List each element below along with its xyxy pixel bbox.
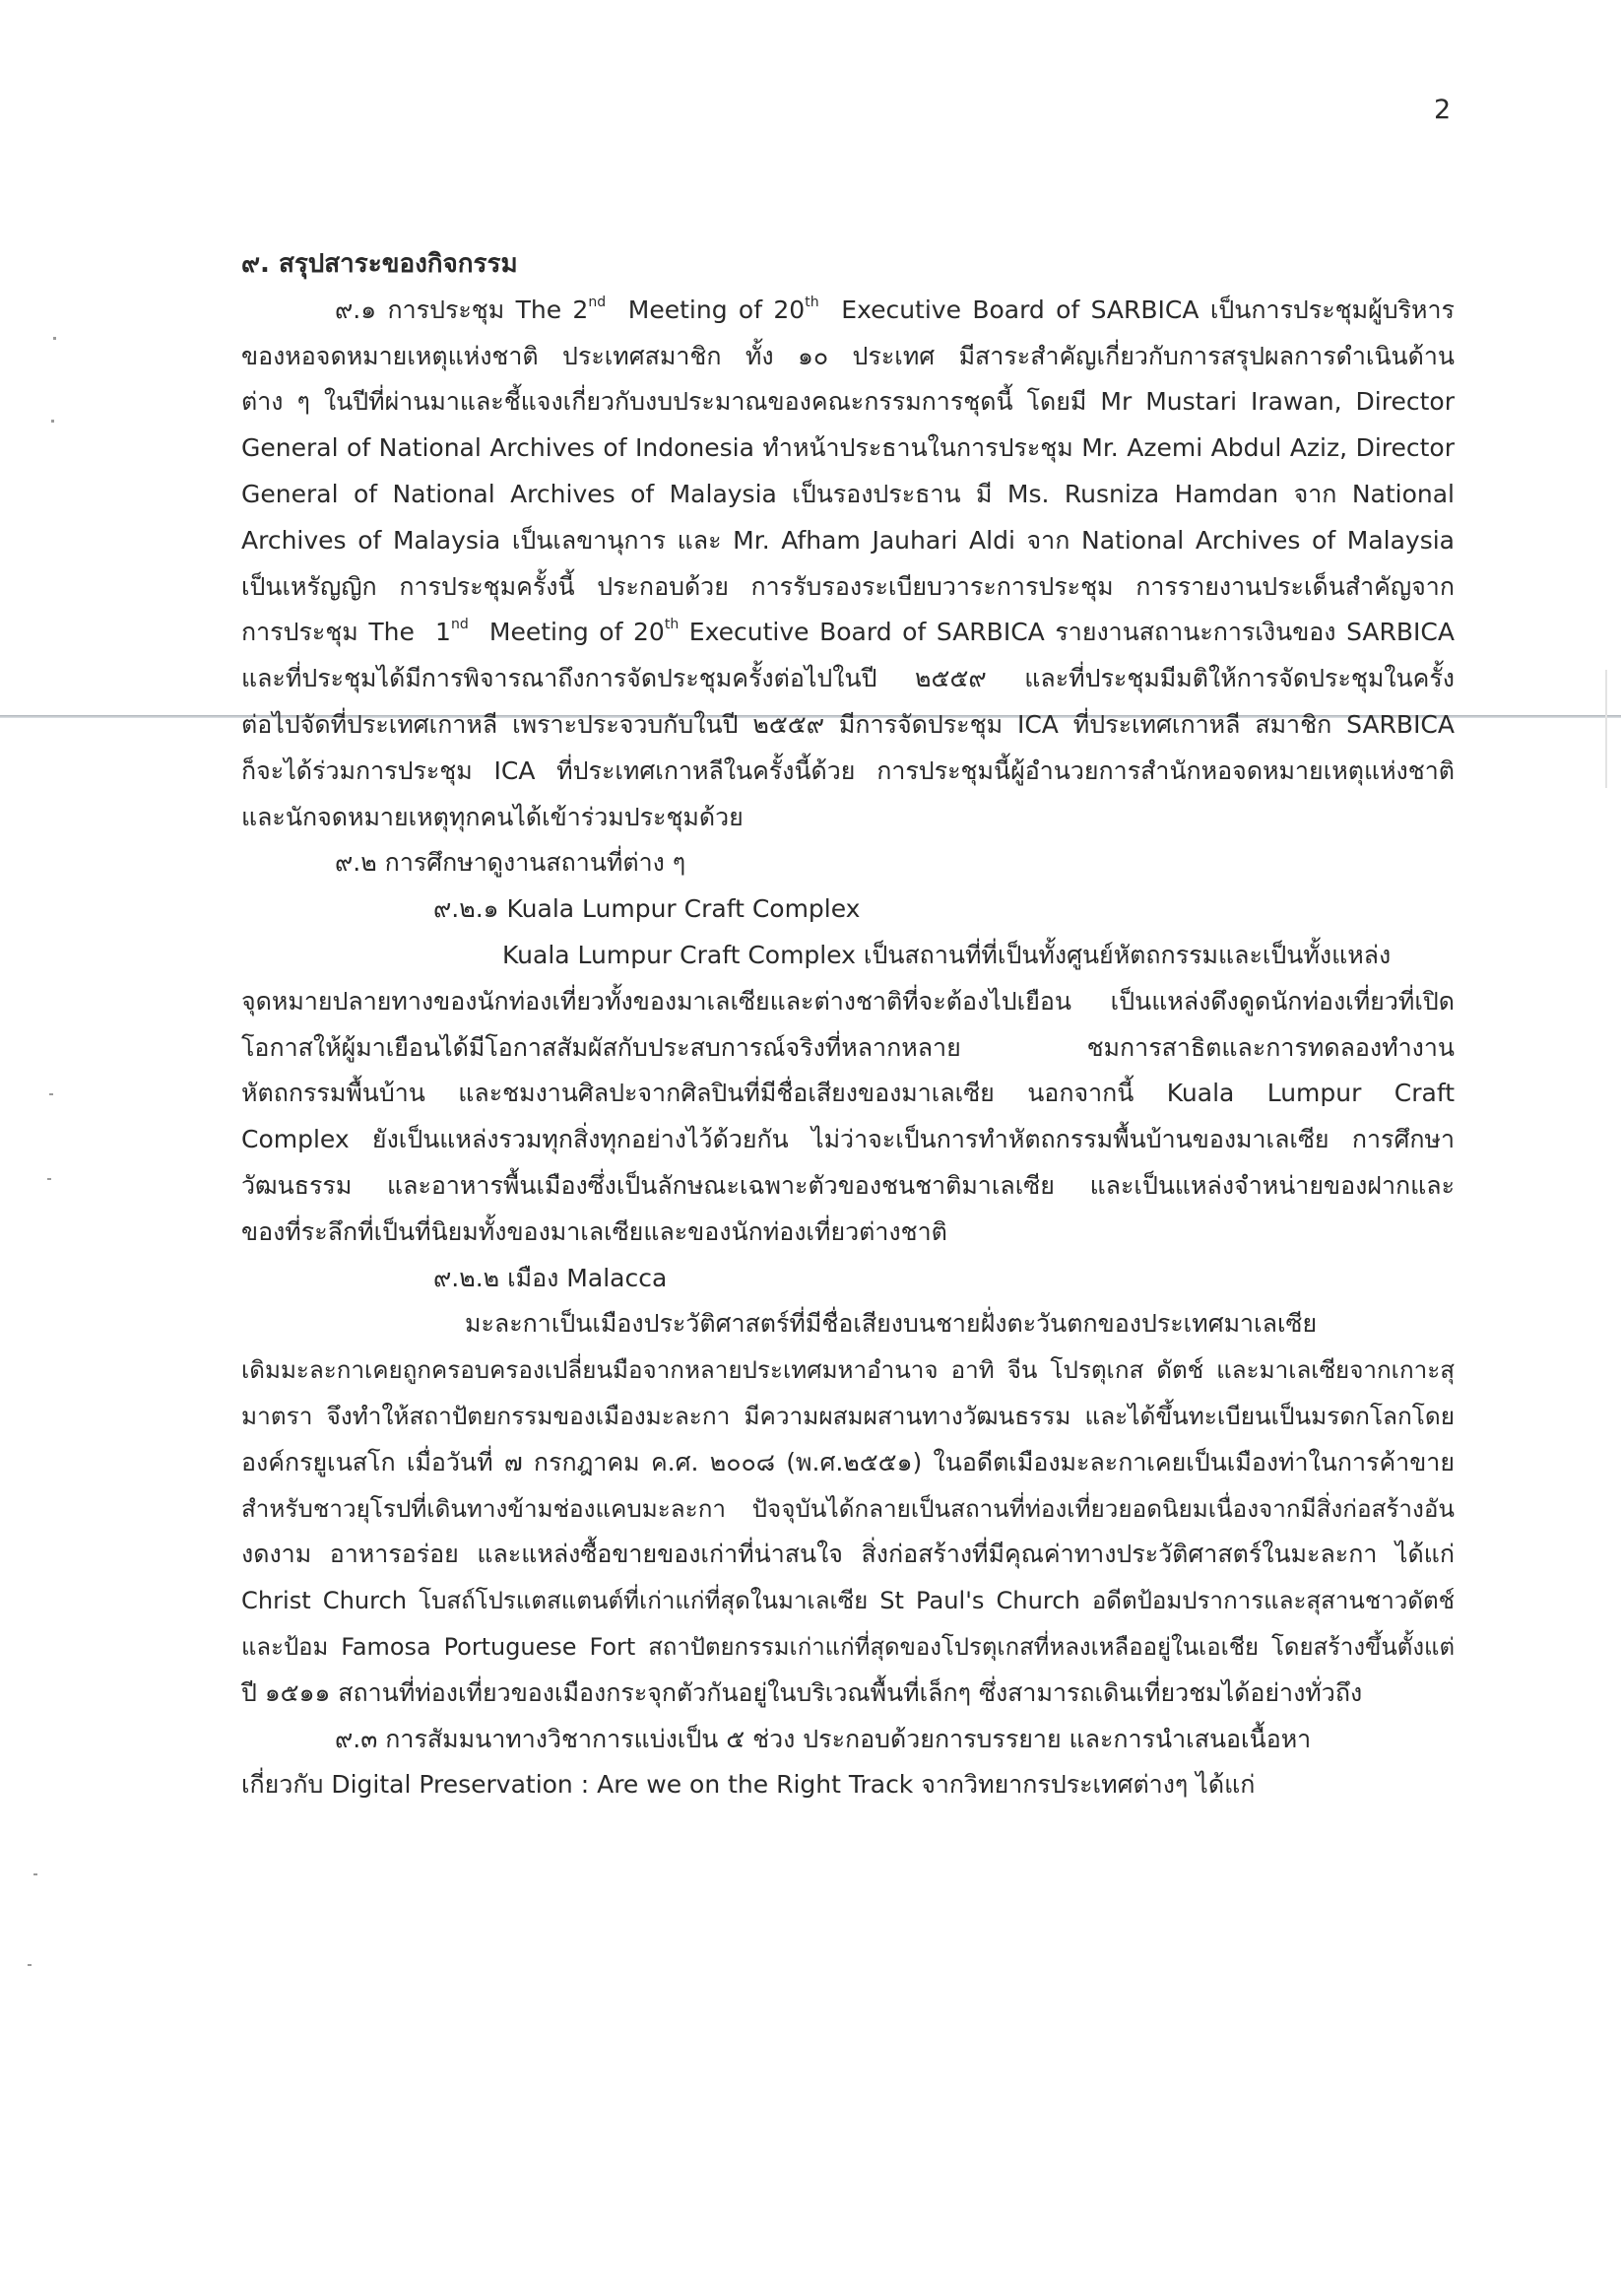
- paragraph-line: Complex ยังเป็นแหล่งรวมทุกสิ่งทุกอย่างไว้ด้วยกัน ไม่ว่าจะเป็นการทำหัตถกรรมพื้นบ้านของมาเลเซีย การศึกษา: [241, 1125, 1455, 1154]
- paragraph-line: และนักจดหมายเหตุทุกคนได้เข้าร่วมประชุมด้วย: [241, 802, 744, 831]
- paragraph-line: มาตรา จึงทำให้สถาปัตยกรรมของเมืองมะละกา มีความผสมผสานทางวัฒนธรรม และได้ขึ้นทะเบียนเป็นมรดกโลกโดย: [241, 1401, 1455, 1430]
- superscript: nd: [588, 294, 607, 310]
- section-9-2-1: [241, 886, 1455, 1255]
- paragraph-line: ของที่ระลึกที่เป็นที่นิยมทั้งของมาเลเซียและของนักท่องเที่ยวต่างชาติ: [241, 1216, 947, 1246]
- scan-speck: [47, 1178, 51, 1180]
- paragraph-line: โอกาสให้ผู้มาเยือนได้มีโอกาสสัมผัสกับประสบการณ์จริงที่หลากหลาย ชมการสาธิตและการทดลองทำงาน: [241, 1032, 1455, 1062]
- subsection-title: ๙.๒ การศึกษาดูงานสถานที่ต่าง ๆ: [335, 848, 686, 878]
- text-run: การประชุม The 1: [241, 618, 451, 647]
- paragraph-line: และป้อม Famosa Portuguese Fort สถาปัตยกรรมเก่าแก่ที่สุดของโปรตุเกสที่หลงเหลืออยู่ในเอเชีย โดยสร้างขึ้นตั้งแต่: [241, 1632, 1455, 1661]
- subsection-title: ๙.๒.๑ Kuala Lumpur Craft Complex: [433, 894, 861, 924]
- paragraph-line: General of National Archives of Indonesia ทำหน้าประธานในการประชุม Mr. Azemi Abdul Aziz, Director: [241, 433, 1455, 463]
- section-9-2: [241, 840, 1455, 1716]
- paragraph-line: จุดหมายปลายทางของนักท่องเที่ยวทั้งของมาเลเซียและต่างชาติที่จะต้องไปเยือน เป็นแหล่งดึงดูดนักท่องเที่ยวที่เปิด: [241, 986, 1455, 1016]
- paragraph-line: งดงาม อาหารอร่อย และแหล่งซื้อขายของเก่าที่น่าสนใจ สิ่งก่อสร้างที่มีคุณค่าทางประวัติศาสตร์ในมะละกา ได้แก่: [241, 1540, 1455, 1569]
- paragraph-line: ต่าง ๆ ในปีที่ผ่านมาและชี้แจงเกี่ยวกับงบประมาณของคณะกรรมการชุดนี้ โดยมี Mr Mustari Irawan, Director: [241, 387, 1455, 417]
- paragraph-line: เป็นเหรัญญิก การประชุมครั้งนี้ ประกอบด้วย การรับรองระเบียบวาระการประชุม การรายงานประเด็นสำคัญจาก: [241, 571, 1455, 601]
- paragraph-line: ของหอจดหมายเหตุแห่งชาติ ประเทศสมาชิก ทั้ง ๑๐ ประเทศ มีสาระสำคัญเกี่ยวกับการสรุปผลการดำเนินด้าน: [241, 341, 1455, 370]
- paragraph-line: เกี่ยวกับ Digital Preservation : Are we on the Right Track จากวิทยากรประเทศต่างๆ ได้แก่: [241, 1770, 1256, 1800]
- scan-speck: [51, 420, 54, 423]
- document-body: [241, 241, 1455, 1808]
- page-number: 2: [1434, 95, 1452, 125]
- scan-speck: [49, 1093, 53, 1095]
- section-9-2-2: [241, 1256, 1455, 1717]
- scan-speck: [53, 337, 56, 340]
- paragraph-line: มะละกาเป็นเมืองประวัติศาสตร์ที่มีชื่อเสียงบนชายฝั่งตะวันตกของประเทศมาเลเซีย: [465, 1309, 1318, 1339]
- paragraph-line: องค์กรยูเนสโก เมื่อวันที่ ๗ กรกฎาคม ค.ศ. ๒๐๐๘ (พ.ศ.๒๕๕๑) ในอดีตเมืองมะละกาเคยเป็นเมืองท่าในการค้าขาย: [241, 1447, 1455, 1476]
- section-heading: ๙. สรุปสาระของกิจกรรม: [241, 249, 518, 279]
- text-run: ๙.๑ การประชุม The 2: [335, 295, 589, 324]
- paragraph-line: Kuala Lumpur Craft Complex เป็นสถานที่ที่เป็นทั้งศูนย์หัตถกรรมและเป็นทั้งแหล่ง: [502, 940, 1392, 969]
- paragraph-line: ต่อไปจัดที่ประเทศเกาหลี เพราะประจวบกับในปี ๒๕๕๙ มีการจัดประชุม ICA ที่ประเทศเกาหลี สมาชิก SARBICA: [241, 709, 1455, 739]
- scan-speck: [33, 1873, 37, 1875]
- paragraph-line: สำหรับชาวยุโรปที่เดินทางข้ามช่องแคบมะละกา ปัจจุบันได้กลายเป็นสถานที่ท่องเที่ยวยอดนิยมเนื่องจากมีสิ่งก่อสร้างอัน: [241, 1493, 1455, 1523]
- text-run: Executive Board of SARBICA รายงานสถานะการเงินของ SARBICA: [679, 618, 1455, 647]
- paragraph-line: และที่ประชุมได้มีการพิจารณาถึงการจัดประชุมครั้งต่อไปในปี ๒๕๕๙ และที่ประชุมมีมติให้การจัดประชุมในครั้ง: [241, 664, 1455, 693]
- section-9-3: [241, 1717, 1455, 1809]
- paragraph-line: Archives of Malaysia เป็นเลขานุการ และ Mr. Afham Jauhari Aldi จาก National Archives of Malaysia: [241, 525, 1455, 555]
- paragraph-line: ก็จะได้ร่วมการประชุม ICA ที่ประเทศเกาหลีในครั้งนี้ด้วย การประชุมนี้ผู้อำนวยการสำนักหอจดหมายเหตุแห่งชาติ: [241, 755, 1455, 785]
- superscript: nd: [450, 617, 469, 633]
- paragraph-line: Christ Church โบสถ์โปรแตสแตนต์ที่เก่าแก่ที่สุดในมาเลเซีย St Paul's Church อดีตป้อมปราการและสุสานชาวดัตช์: [241, 1587, 1455, 1615]
- paragraph-line: [241, 610, 1455, 656]
- paragraph-line: หัตถกรรมพื้นบ้าน และชมงานศิลปะจากศิลปินที่มีชื่อเสียงของมาเลเซีย นอกจากนี้ Kuala Lumpur Craft: [241, 1079, 1455, 1108]
- superscript: th: [664, 617, 680, 633]
- paragraph-line: วัฒนธรรม และอาหารพื้นเมืองซึ่งเป็นลักษณะเฉพาะตัวของชนชาติมาเลเซีย และเป็นแหล่งจำหน่ายของฝากและ: [241, 1170, 1455, 1200]
- superscript: th: [805, 294, 819, 310]
- paragraph-line: [241, 288, 1455, 334]
- text-run: Meeting of 20: [606, 295, 806, 324]
- text-run: Meeting of 20: [468, 618, 665, 647]
- scan-speck: [28, 1964, 32, 1966]
- section-9-1: [241, 288, 1455, 841]
- subsection-title: ๙.๒.๒ เมือง Malacca: [433, 1263, 668, 1292]
- paragraph-line: ๙.๓ การสัมมนาทางวิชาการแบ่งเป็น ๕ ช่วง ประกอบด้วยการบรรยาย และการนำเสนอเนื้อหา: [335, 1724, 1312, 1753]
- paragraph-line: ปี ๑๕๑๑ สถานที่ท่องเที่ยวของเมืองกระจุกตัวกันอยู่ในบริเวณพื้นที่เล็กๆ ซึ่งสามารถเดินเที่ยวชมได้อย่างทั่วถึง: [241, 1677, 1363, 1707]
- text-run: Executive Board of SARBICA เป็นการประชุมผู้บริหาร: [818, 295, 1455, 324]
- scan-artifact-edge: [1605, 670, 1607, 788]
- paragraph-line: General of National Archives of Malaysia เป็นรองประธาน มี Ms. Rusniza Hamdan จาก National: [241, 479, 1455, 508]
- paragraph-line: เดิมมะละกาเคยถูกครอบครองเปลี่ยนมือจากหลายประเทศมหาอำนาจ อาทิ จีน โปรตุเกส ดัตช์ และมาเลเซียจากเกาะสุ: [241, 1356, 1455, 1385]
